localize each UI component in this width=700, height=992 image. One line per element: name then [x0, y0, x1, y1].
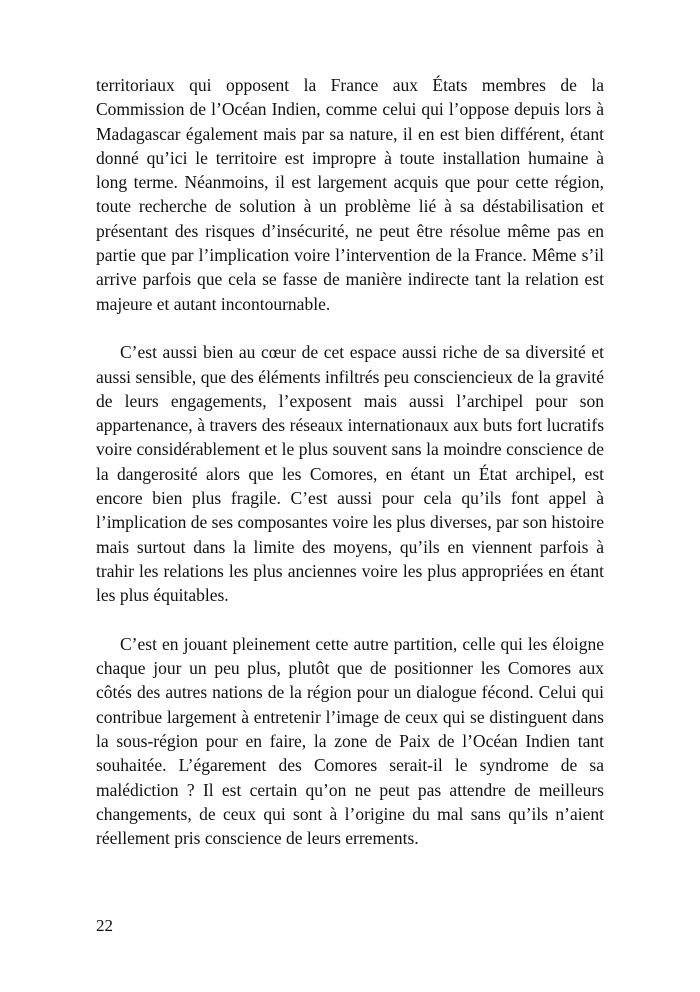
- body-text: [96, 73, 604, 875]
- paragraph-continuation: territoriaux qui opposent la France aux États membres de la Commission de l’Océan Indien, comme celui qui l’oppose depuis lors à Madagascar également mais par sa nature, il en est bien différent, étant donné qu’ici le territoire est impropre à toute installation humaine à long terme. Néanmoins, il est largement acquis que pour cette région, toute recherche de solution à un problème lié à sa déstabilisation et présentant des risques d’insécurité, ne peut être résolue même pas en partie que par l’implication voire l’intervention de la France. Même s’il arrive parfois que cela se fasse de manière indirecte tant la relation est majeure et autant incontournable.: [96, 75, 604, 314]
- page-number: 22: [96, 916, 113, 935]
- paragraph: C’est aussi bien au cœur de cet espace aussi riche de sa diversité et aussi sensible, que des éléments infiltrés peu consciencieux de la gravité de leurs engagements, l’exposent mais aussi l’archipel pour son appartenance, à travers des réseaux internationaux aux buts fort lucratifs voire considérablement et le plus souvent sans la moindre conscience de la dangerosité alors que les Comores, en étant un État archipel, est encore bien plus fragile. C’est aussi pour cela qu’ils font appel à l’implication de ses composantes voire les plus diverses, par son histoire mais surtout dans la limite des moyens, qu’ils en viennent parfois à trahir les relations les plus anciennes voire les plus appropriées en étant les plus équitables.: [96, 342, 604, 606]
- paragraph: C’est en jouant pleinement cette autre partition, celle qui les éloigne chaque jour un peu plus, plutôt que de positionner les Comores aux côtés des autres nations de la région pour un dialogue fécond. Celui qui contribue largement à entretenir l’image de ceux qui se distinguent dans la sous-région pour en faire, la zone de Paix de l’Océan Indien tant souhaitée. L’égarement des Comores serait-il le syndrome de sa malédiction ? Il est certain qu’on ne peut pas attendre de meilleurs changements, de ceux qui sont à l’origine du mal sans qu’ils n’aient réellement pris conscience de leurs errements.: [96, 633, 604, 849]
